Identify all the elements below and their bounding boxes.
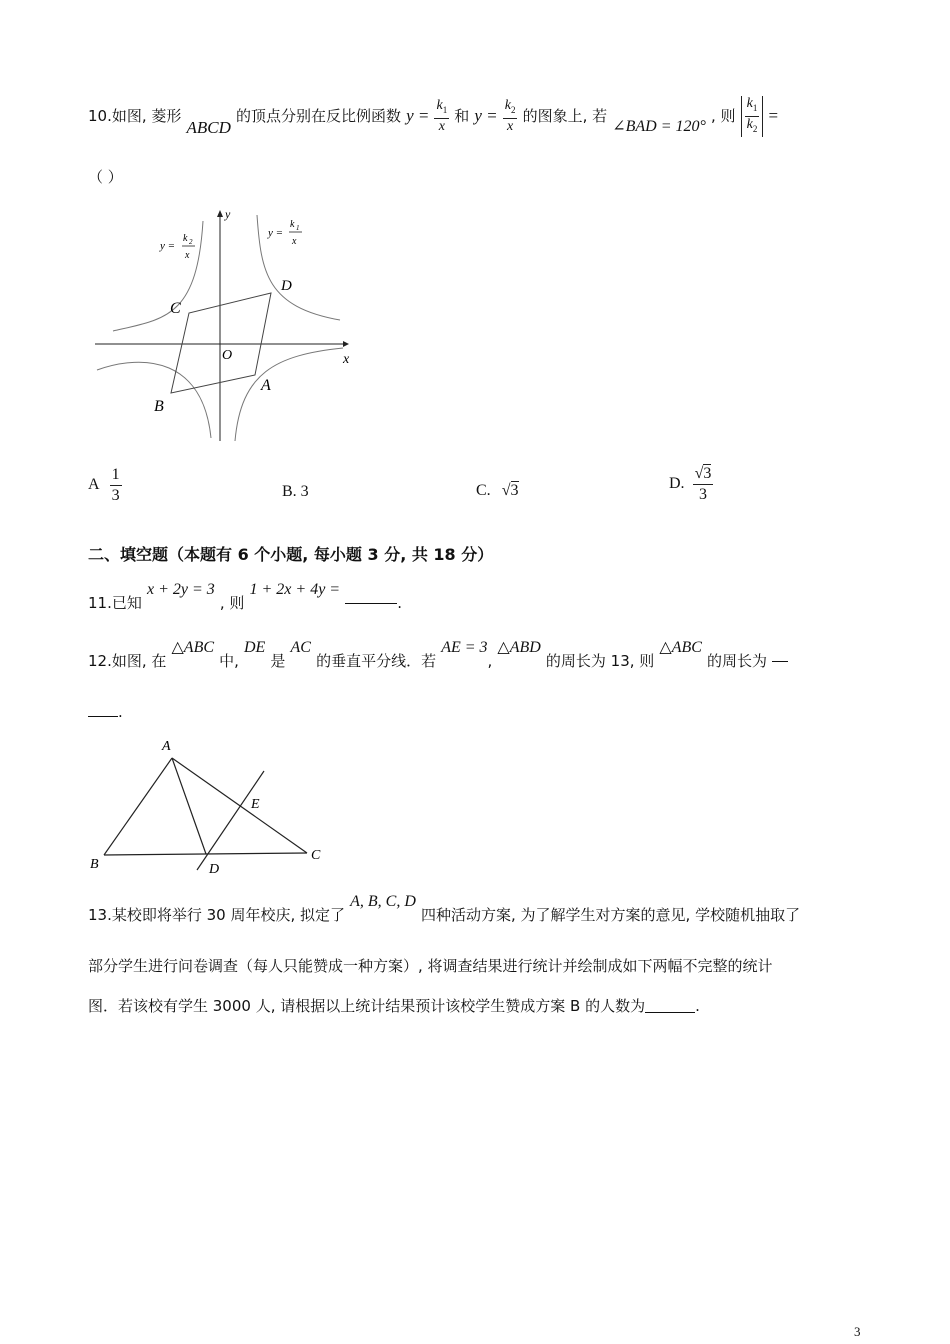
- math-triangle-abc-2: △ABC: [659, 639, 702, 656]
- label-curve-k2-den: x: [185, 250, 190, 261]
- label-d: D: [281, 278, 292, 294]
- answer-blank-part1[interactable]: [772, 647, 788, 662]
- question-13-line2: 部分学生进行问卷调查（每人只能赞成一种方案）, 将调查结果进行统计并绘制成如下两幅不完整的统计: [88, 957, 773, 975]
- math-rhombus-name: ABCD: [186, 117, 231, 137]
- question-number: 12.: [88, 652, 112, 670]
- label-d: D: [209, 862, 220, 877]
- label-c: C: [170, 300, 181, 317]
- label-curve-k2-num: k: [183, 233, 188, 244]
- question-13-line1: 13.某校即将举行 30 周年校庆, 拟定了 A, B, C, D 四种活动方案, 为了解学生对方案的意见, 学校随机抽取了: [88, 893, 801, 924]
- math-de: DE: [244, 639, 266, 656]
- question-12-continued: .: [88, 702, 123, 721]
- answer-paren: （ ）: [88, 168, 123, 186]
- svg-text:2: 2: [189, 238, 193, 246]
- question-number: 13.: [88, 906, 112, 924]
- option-a[interactable]: A $\frac{1}{3}$: [88, 465, 120, 504]
- math-triangle-abd: △ABD: [497, 639, 541, 656]
- side-ab: [104, 758, 172, 855]
- answer-blank[interactable]: [345, 589, 397, 604]
- page-number: 3: [854, 1324, 861, 1339]
- question-12: 12.如图, 在 △ABC 中, DE 是 AC 的垂直平分线．若 AE = 3, △ABD 的周长为 13, 则 △ABC 的周长为: [88, 636, 788, 657]
- rhombus-abcd: [171, 293, 271, 393]
- question-number: 10.: [88, 106, 112, 125]
- perpendicular-bisector-de: [197, 771, 264, 870]
- label-curve-k1-den: x: [292, 236, 297, 247]
- curve-k2-lower: [235, 348, 343, 441]
- math-x-2y-3: x + 2y = 3: [146, 581, 215, 598]
- label-curve-k1-prefix: y =: [268, 227, 284, 239]
- question-11: 11.已知 x + 2y = 3 , 则 1 + 2x + 4y = .: [88, 581, 402, 612]
- y-axis-arrow: [217, 210, 223, 217]
- answer-blank[interactable]: [645, 998, 695, 1013]
- option-a-fraction: $\frac{1}{3}$: [111, 465, 120, 504]
- svg-text:1: 1: [296, 224, 300, 232]
- math-triangle-abc: △ABC: [171, 639, 215, 656]
- option-d-fraction: $\frac{√3}{3}$: [694, 464, 712, 503]
- answer-blank-part2[interactable]: [88, 702, 118, 717]
- math-y-equals: y =: [406, 105, 430, 125]
- sqrt-sign: √3: [501, 482, 519, 499]
- section-heading: 二、填空题（本题有 6 个小题, 每小题 3 分, 共 18 分）: [88, 545, 494, 564]
- math-1-2x-4y: 1 + 2x + 4y =: [249, 581, 341, 598]
- rhombus-hyperbola-figure: [85, 203, 360, 448]
- fraction-k1-over-x: $\frac{k_1}{x}$: [436, 97, 448, 134]
- label-y: y: [225, 207, 231, 221]
- label-x: x: [343, 352, 350, 367]
- label-origin: O: [222, 348, 233, 363]
- x-axis-arrow: [343, 341, 349, 347]
- option-c[interactable]: C. √3: [476, 482, 519, 499]
- triangle-figure: [85, 734, 335, 879]
- label-c: C: [311, 848, 321, 863]
- math-ae-3: AE = 3: [441, 639, 488, 656]
- question-number: 11.: [88, 594, 112, 612]
- label-a: A: [162, 739, 171, 754]
- option-d[interactable]: D. $\frac{√3}{3}$: [669, 464, 712, 503]
- side-ac: [172, 758, 307, 853]
- label-curve-k2-prefix: y =: [160, 240, 176, 252]
- label-b: B: [90, 857, 99, 872]
- math-angle-bad: ∠BAD = 120°: [612, 117, 706, 135]
- abs-ratio-k1-k2: $\frac{k_1}{k_2}$: [741, 96, 764, 137]
- label-a: A: [261, 377, 271, 394]
- segment-ad: [172, 758, 206, 854]
- option-b[interactable]: B. 3: [282, 483, 309, 500]
- label-b: B: [154, 398, 164, 415]
- question-10-stem: 10.如图, 菱形 ABCD 的顶点分别在反比例函数 y = $\frac{k_1}{x}$ 和 y = $\frac{k_2}{x}$ 的图象上, 若 ∠BAD = 120° , 则 $\frac{k_1}{k_2}$ =: [88, 96, 779, 137]
- question-13-line3: 图．若该校有学生 3000 人, 请根据以上统计结果预计该校学生赞成方案 B 的人数为 .: [88, 997, 700, 1015]
- math-abcd-plans: A, B, C, D: [350, 893, 416, 910]
- label-e: E: [251, 797, 260, 812]
- label-curve-k1-num: k: [290, 219, 295, 230]
- math-ac: AC: [290, 639, 311, 656]
- fraction-k2-over-x: $\frac{k_2}{x}$: [504, 97, 516, 134]
